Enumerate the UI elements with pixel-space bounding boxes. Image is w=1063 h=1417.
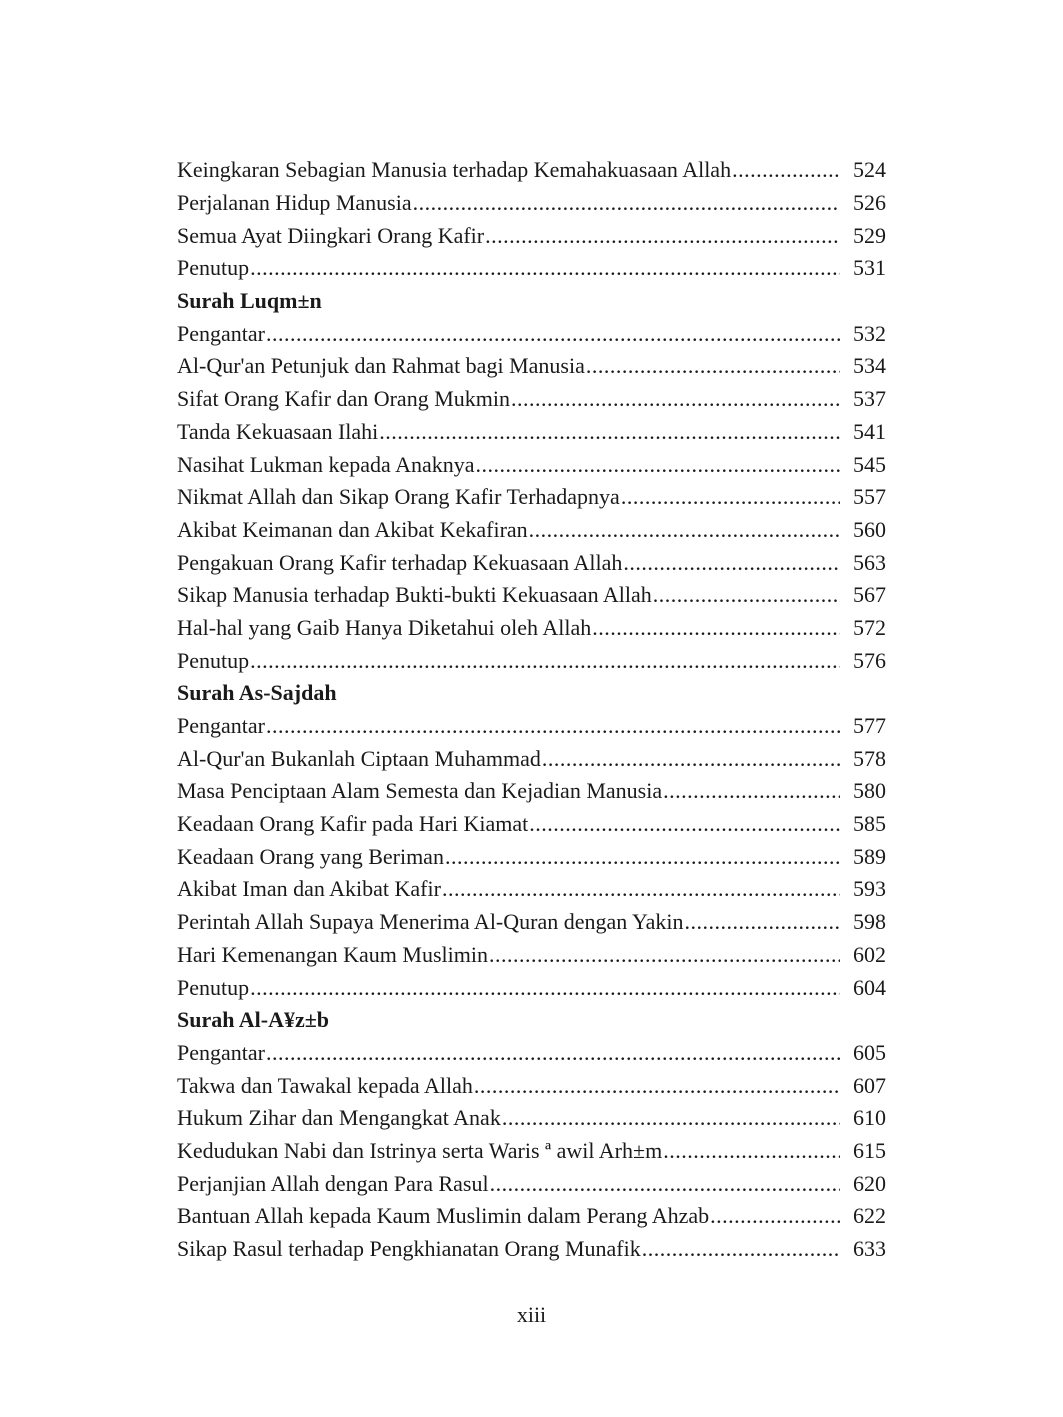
- toc-entry-title: Keadaan Orang Kafir pada Hari Kiamat: [177, 811, 529, 837]
- toc-entry-title: Hukum Zihar dan Mengangkat Anak: [177, 1105, 501, 1131]
- toc-entry-title: Akibat Keimanan dan Akibat Kekafiran: [177, 516, 528, 542]
- toc-entry-title: Hari Kemenangan Kaum Muslimin: [177, 941, 488, 967]
- toc-entry-title: Kedudukan Nabi dan Istrinya serta Waris ª awil Arh±m: [177, 1137, 663, 1163]
- toc-entry-page: 585: [853, 811, 886, 837]
- toc-entry-page: 593: [853, 876, 886, 902]
- toc-entry: [177, 710, 886, 743]
- toc-entry: [177, 775, 886, 808]
- page-number: xiii: [516, 1302, 547, 1327]
- section-heading-text: Surah As-Sajdah: [177, 680, 337, 706]
- toc-entry: [177, 416, 886, 449]
- toc-entry-title: Masa Penciptaan Alam Semesta dan Kejadian Manusia: [177, 778, 663, 804]
- toc-entry: [177, 546, 886, 579]
- toc-entry-page: 545: [853, 451, 886, 477]
- dot-leader: [250, 650, 840, 672]
- toc-entry-page: 529: [853, 222, 886, 248]
- toc-entry-title: Pengakuan Orang Kafir terhadap Kekuasaan Allah: [177, 549, 623, 575]
- table-of-contents: [177, 154, 886, 1265]
- toc-entry-title: Al-Qur'an Petunjuk dan Rahmat bagi Manusia: [177, 353, 585, 379]
- toc-entry: [177, 1069, 886, 1102]
- toc-entry-page: 615: [853, 1137, 886, 1163]
- toc-entry-title: Sikap Rasul terhadap Pengkhianatan Orang Munafik: [177, 1236, 641, 1262]
- toc-entry-page: 526: [853, 190, 886, 216]
- toc-entry-page: 572: [853, 614, 886, 640]
- toc-entry-title: Bantuan Allah kepada Kaum Muslimin dalam Perang Ahzab: [177, 1203, 710, 1229]
- toc-entry-page: 532: [853, 320, 886, 346]
- dot-leader: [266, 715, 840, 737]
- toc-entry: [177, 448, 886, 481]
- toc-entry-title: Nikmat Allah dan Sikap Orang Kafir Terhadapnya: [177, 484, 620, 510]
- toc-entry: [177, 939, 886, 972]
- toc-entry: [177, 1200, 886, 1233]
- dot-leader: [474, 1075, 840, 1097]
- dot-leader: [592, 617, 840, 639]
- toc-entry-page: 589: [853, 843, 886, 869]
- toc-entry: [177, 514, 886, 547]
- toc-entry-title: Sikap Manusia terhadap Bukti-bukti Kekuasaan Allah: [177, 582, 652, 608]
- toc-entry: [177, 383, 886, 416]
- toc-entry: [177, 1233, 886, 1266]
- toc-entry: [177, 187, 886, 220]
- dot-leader: [511, 388, 840, 410]
- dot-leader: [653, 584, 840, 606]
- section-heading-text: Surah Al-A¥z±b: [177, 1007, 330, 1033]
- dot-leader: [663, 1140, 840, 1162]
- toc-entry-page: 633: [853, 1236, 886, 1262]
- dot-leader: [642, 1238, 840, 1260]
- toc-entry-page: 563: [853, 549, 886, 575]
- toc-entry-page: 578: [853, 745, 886, 771]
- dot-leader: [250, 977, 840, 999]
- toc-entry: [177, 742, 886, 775]
- dot-leader: [489, 944, 840, 966]
- toc-entry-title: Tanda Kekuasaan Ilahi: [177, 418, 379, 444]
- dot-leader: [485, 225, 840, 247]
- toc-entry-page: 557: [853, 484, 886, 510]
- toc-entry: [177, 906, 886, 939]
- toc-entry: [177, 808, 886, 841]
- toc-entry-title: Penutup: [177, 255, 250, 281]
- toc-entry: [177, 481, 886, 514]
- toc-entry-page: 622: [853, 1203, 886, 1229]
- toc-entry-page: 560: [853, 516, 886, 542]
- toc-entry-page: 604: [853, 974, 886, 1000]
- dot-leader: [710, 1205, 840, 1227]
- toc-entry-page: 577: [853, 713, 886, 739]
- dot-leader: [490, 1173, 840, 1195]
- toc-entry-page: 602: [853, 941, 886, 967]
- dot-leader: [442, 878, 840, 900]
- toc-entry-page: 541: [853, 418, 886, 444]
- dot-leader: [445, 846, 840, 868]
- toc-entry: [177, 1135, 886, 1168]
- toc-entry-page: 567: [853, 582, 886, 608]
- toc-entry-title: Pengantar: [177, 713, 265, 739]
- toc-entry: [177, 252, 886, 285]
- toc-entry-page: 524: [853, 157, 886, 183]
- dot-leader: [586, 355, 840, 377]
- toc-entry: [177, 350, 886, 383]
- dot-leader: [266, 323, 840, 345]
- toc-entry-title: Keingkaran Sebagian Manusia terhadap Kemahakuasaan Allah: [177, 157, 732, 183]
- toc-entry: [177, 612, 886, 645]
- dot-leader: [379, 421, 840, 443]
- toc-entry-title: Hal-hal yang Gaib Hanya Diketahui oleh Allah: [177, 614, 592, 640]
- toc-entry-title: Penutup: [177, 974, 250, 1000]
- dot-leader: [529, 519, 840, 541]
- toc-entry: [177, 971, 886, 1004]
- dot-leader: [542, 748, 840, 770]
- toc-entry: [177, 317, 886, 350]
- toc-entry-page: 605: [853, 1039, 886, 1065]
- toc-entry-page: 598: [853, 909, 886, 935]
- toc-entry: [177, 873, 886, 906]
- toc-entry-page: 531: [853, 255, 886, 281]
- toc-entry-title: Al-Qur'an Bukanlah Ciptaan Muhammad: [177, 745, 541, 771]
- toc-entry-page: 620: [853, 1170, 886, 1196]
- toc-entry-page: 534: [853, 353, 886, 379]
- toc-entry-title: Keadaan Orang yang Beriman: [177, 843, 444, 869]
- toc-entry-title: Penutup: [177, 647, 250, 673]
- dot-leader: [623, 552, 840, 574]
- toc-entry: [177, 154, 886, 187]
- toc-entry-title: Perjalanan Hidup Manusia: [177, 190, 412, 216]
- dot-leader: [250, 257, 840, 279]
- dot-leader: [502, 1107, 840, 1129]
- toc-entry: [177, 1037, 886, 1070]
- dot-leader: [621, 486, 840, 508]
- toc-section-heading: [177, 677, 886, 710]
- toc-entry-title: Perintah Allah Supaya Menerima Al-Quran dengan Yakin: [177, 909, 684, 935]
- dot-leader: [266, 1042, 840, 1064]
- toc-entry-title: Nasihat Lukman kepada Anaknya: [177, 451, 475, 477]
- dot-leader: [663, 780, 840, 802]
- section-heading-text: Surah Luqm±n: [177, 288, 322, 314]
- toc-entry-page: 580: [853, 778, 886, 804]
- toc-entry-title: Akibat Iman dan Akibat Kafir: [177, 876, 441, 902]
- toc-entry: [177, 579, 886, 612]
- toc-section-heading: [177, 1004, 886, 1037]
- dot-leader: [476, 454, 840, 476]
- toc-section-heading: [177, 285, 886, 318]
- toc-entry-title: Pengantar: [177, 1039, 265, 1065]
- toc-entry: [177, 840, 886, 873]
- toc-entry-title: Sifat Orang Kafir dan Orang Mukmin: [177, 386, 510, 412]
- toc-entry-title: Takwa dan Tawakal kepada Allah: [177, 1072, 473, 1098]
- toc-entry-title: Semua Ayat Diingkari Orang Kafir: [177, 222, 485, 248]
- toc-entry: [177, 219, 886, 252]
- dot-leader: [732, 159, 840, 181]
- dot-leader: [413, 192, 840, 214]
- toc-entry-page: 576: [853, 647, 886, 673]
- toc-entry: [177, 644, 886, 677]
- toc-entry-title: Pengantar: [177, 320, 265, 346]
- toc-entry-page: 610: [853, 1105, 886, 1131]
- toc-entry-page: 607: [853, 1072, 886, 1098]
- toc-entry: [177, 1167, 886, 1200]
- dot-leader: [529, 813, 840, 835]
- dot-leader: [685, 911, 840, 933]
- toc-entry: [177, 1102, 886, 1135]
- toc-entry-title: Perjanjian Allah dengan Para Rasul: [177, 1170, 489, 1196]
- toc-entry-page: 537: [853, 386, 886, 412]
